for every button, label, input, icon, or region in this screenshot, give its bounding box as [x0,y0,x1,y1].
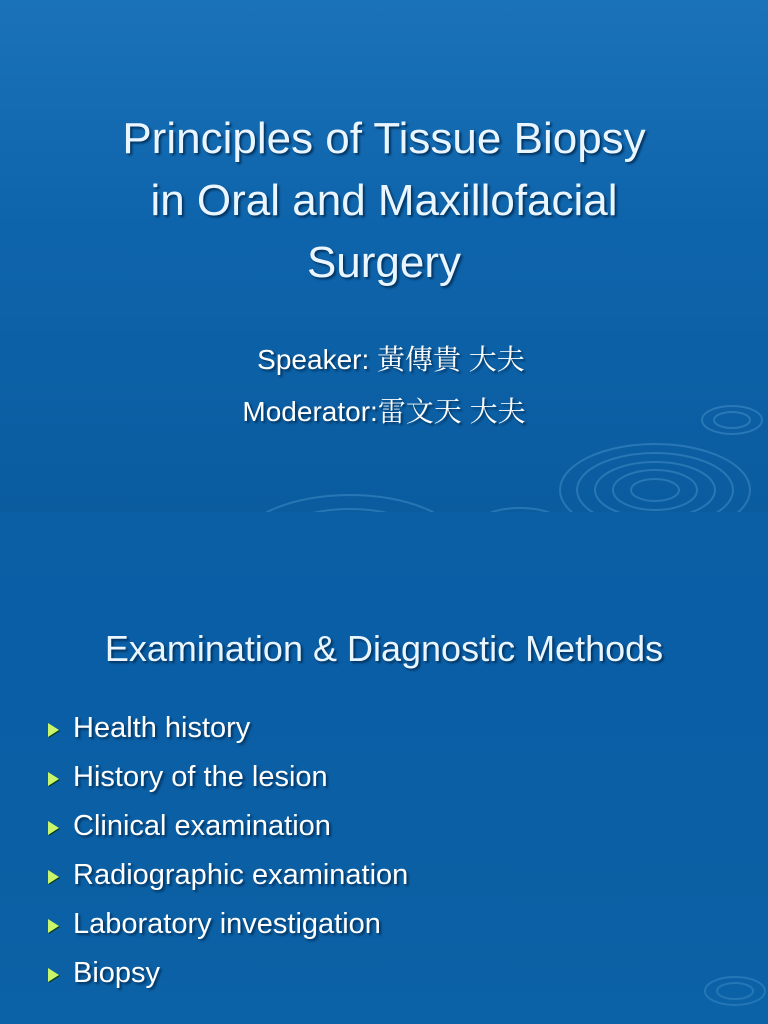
bullet-list [48,704,408,998]
arrow-icon [48,821,59,835]
bullet-text: Health history [73,712,251,744]
list-item [48,753,408,802]
slide-title: Examination & Diagnostic Methods [104,628,664,669]
title-line: Surgery [306,238,462,287]
moderator-line: Moderator:雷文天 大夫 [242,396,526,427]
list-item [48,949,408,998]
list-item [48,802,408,851]
title-line: Principles of Tissue Biopsy [122,114,646,163]
bullet-text: History of the lesion [73,761,328,793]
arrow-icon [48,772,59,786]
presenter-info [0,334,768,438]
title-line: in Oral and Maxillofacial [150,176,618,225]
arrow-icon [48,723,59,737]
bullet-text: Biopsy [73,957,161,989]
content-slide [0,576,768,1024]
slide-title [40,108,728,294]
list-item [48,704,408,753]
arrow-icon [48,968,59,982]
list-item [48,851,408,900]
arrow-icon [48,870,59,884]
bullet-text: Laboratory investigation [73,908,381,940]
bullet-text: Radiographic examination [73,859,409,891]
slide-separator [0,512,768,576]
speaker-line: Speaker: 黃傳貴 大夫 [257,344,525,375]
bullet-text: Clinical examination [73,810,331,842]
list-item [48,900,408,949]
arrow-icon [48,919,59,933]
